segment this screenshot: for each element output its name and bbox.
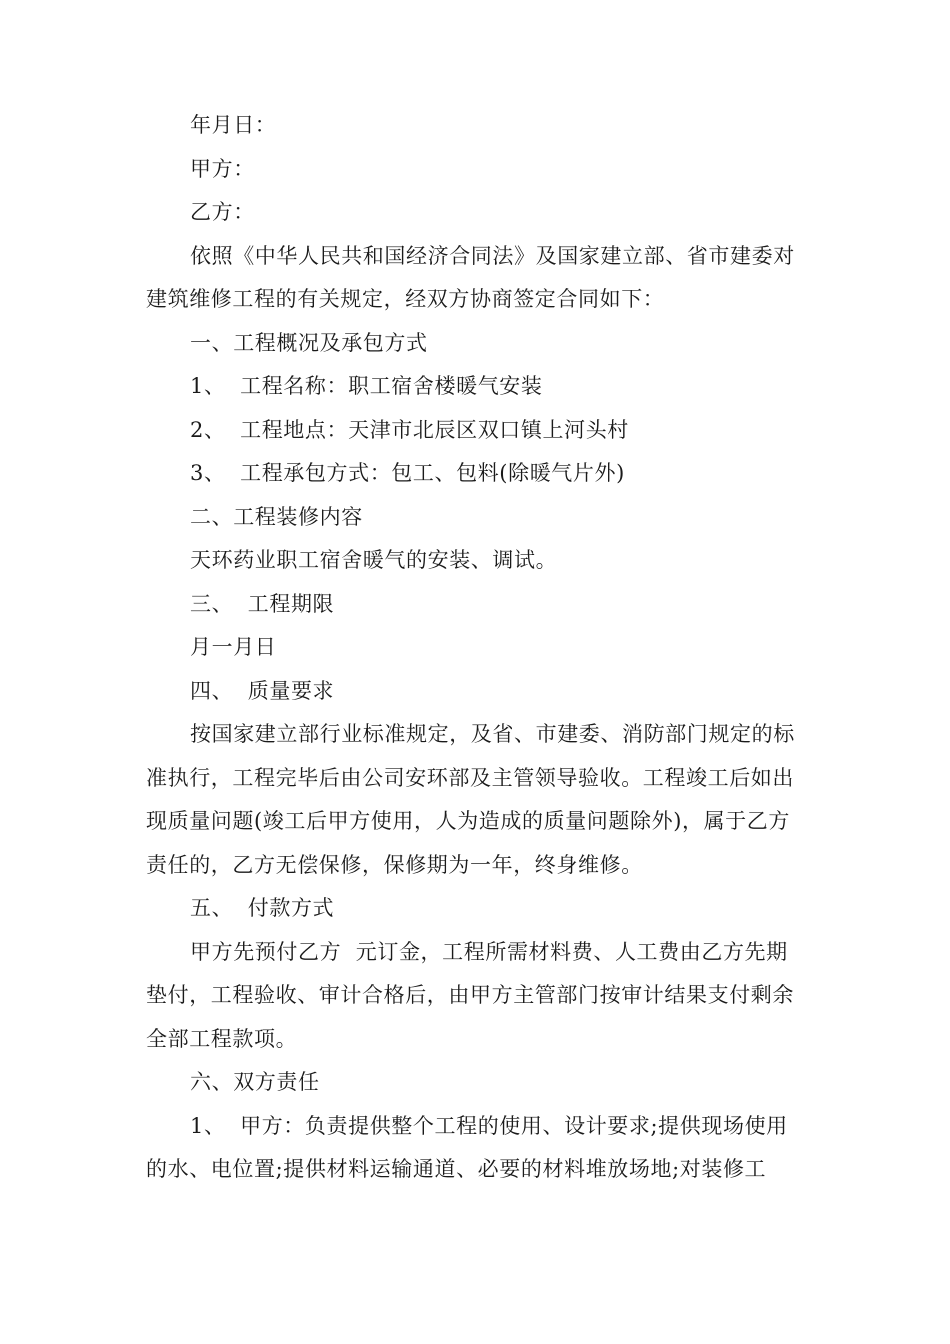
list-item-project-name: 1、 工程名称：职工宿舍楼暖气安装	[190, 374, 543, 398]
section-heading-5: 五、 付款方式	[190, 896, 335, 920]
section-3-paragraph: 月一月日	[190, 635, 277, 659]
section-5-paragraph: 甲方先预付乙方 元订金，工程所需材料费、人工费由乙方先期垫付，工程验收、审计合格后，由甲方主管部门按审计结果支付剩余全部工程款项。	[146, 939, 794, 1051]
section-heading-3: 三、 工程期限	[190, 591, 335, 616]
section-4-paragraph: 按国家建立部行业标准规定，及省、市建委、消防部门规定的标准执行，工程完毕后由公司安环部及主管领导验收。工程竣工后如出现质量问题(竣工后甲方使用，人为造成的质量问题除外)，属于乙方责任的，乙方无偿保修，保修期为一年，终身维修。	[146, 722, 795, 877]
section-2-paragraph: 天环药业职工宿舍暖气的安装、调试。	[190, 548, 558, 572]
preamble-paragraph: 依照《中华人民共和国经济合同法》及国家建立部、省市建委对建筑维修工程的有关规定，经双方协商签定合同如下：	[146, 243, 795, 311]
section-heading-6: 六、双方责任	[190, 1070, 320, 1094]
document-body	[146, 104, 806, 1192]
list-item-party-a-duties: 1、 甲方：负责提供整个工程的使用、设计要求;提供现场使用的水、电位置;提供材料运输通道、必要的材料堆放场地;对装修工	[146, 1113, 788, 1181]
section-heading-4: 四、 质量要求	[190, 678, 335, 703]
list-item-contract-method: 3、 工程承包方式：包工、包料(除暖气片外)	[190, 461, 625, 485]
party-a-line: 甲方：	[190, 156, 255, 181]
date-line: 年月日：	[190, 113, 277, 137]
party-b-line: 乙方：	[190, 200, 255, 224]
section-heading-2: 二、工程装修内容	[190, 504, 363, 529]
list-item-project-location: 2、 工程地点：天津市北辰区双口镇上河头村	[190, 417, 629, 442]
section-heading-1: 一、工程概况及承包方式	[190, 330, 428, 355]
